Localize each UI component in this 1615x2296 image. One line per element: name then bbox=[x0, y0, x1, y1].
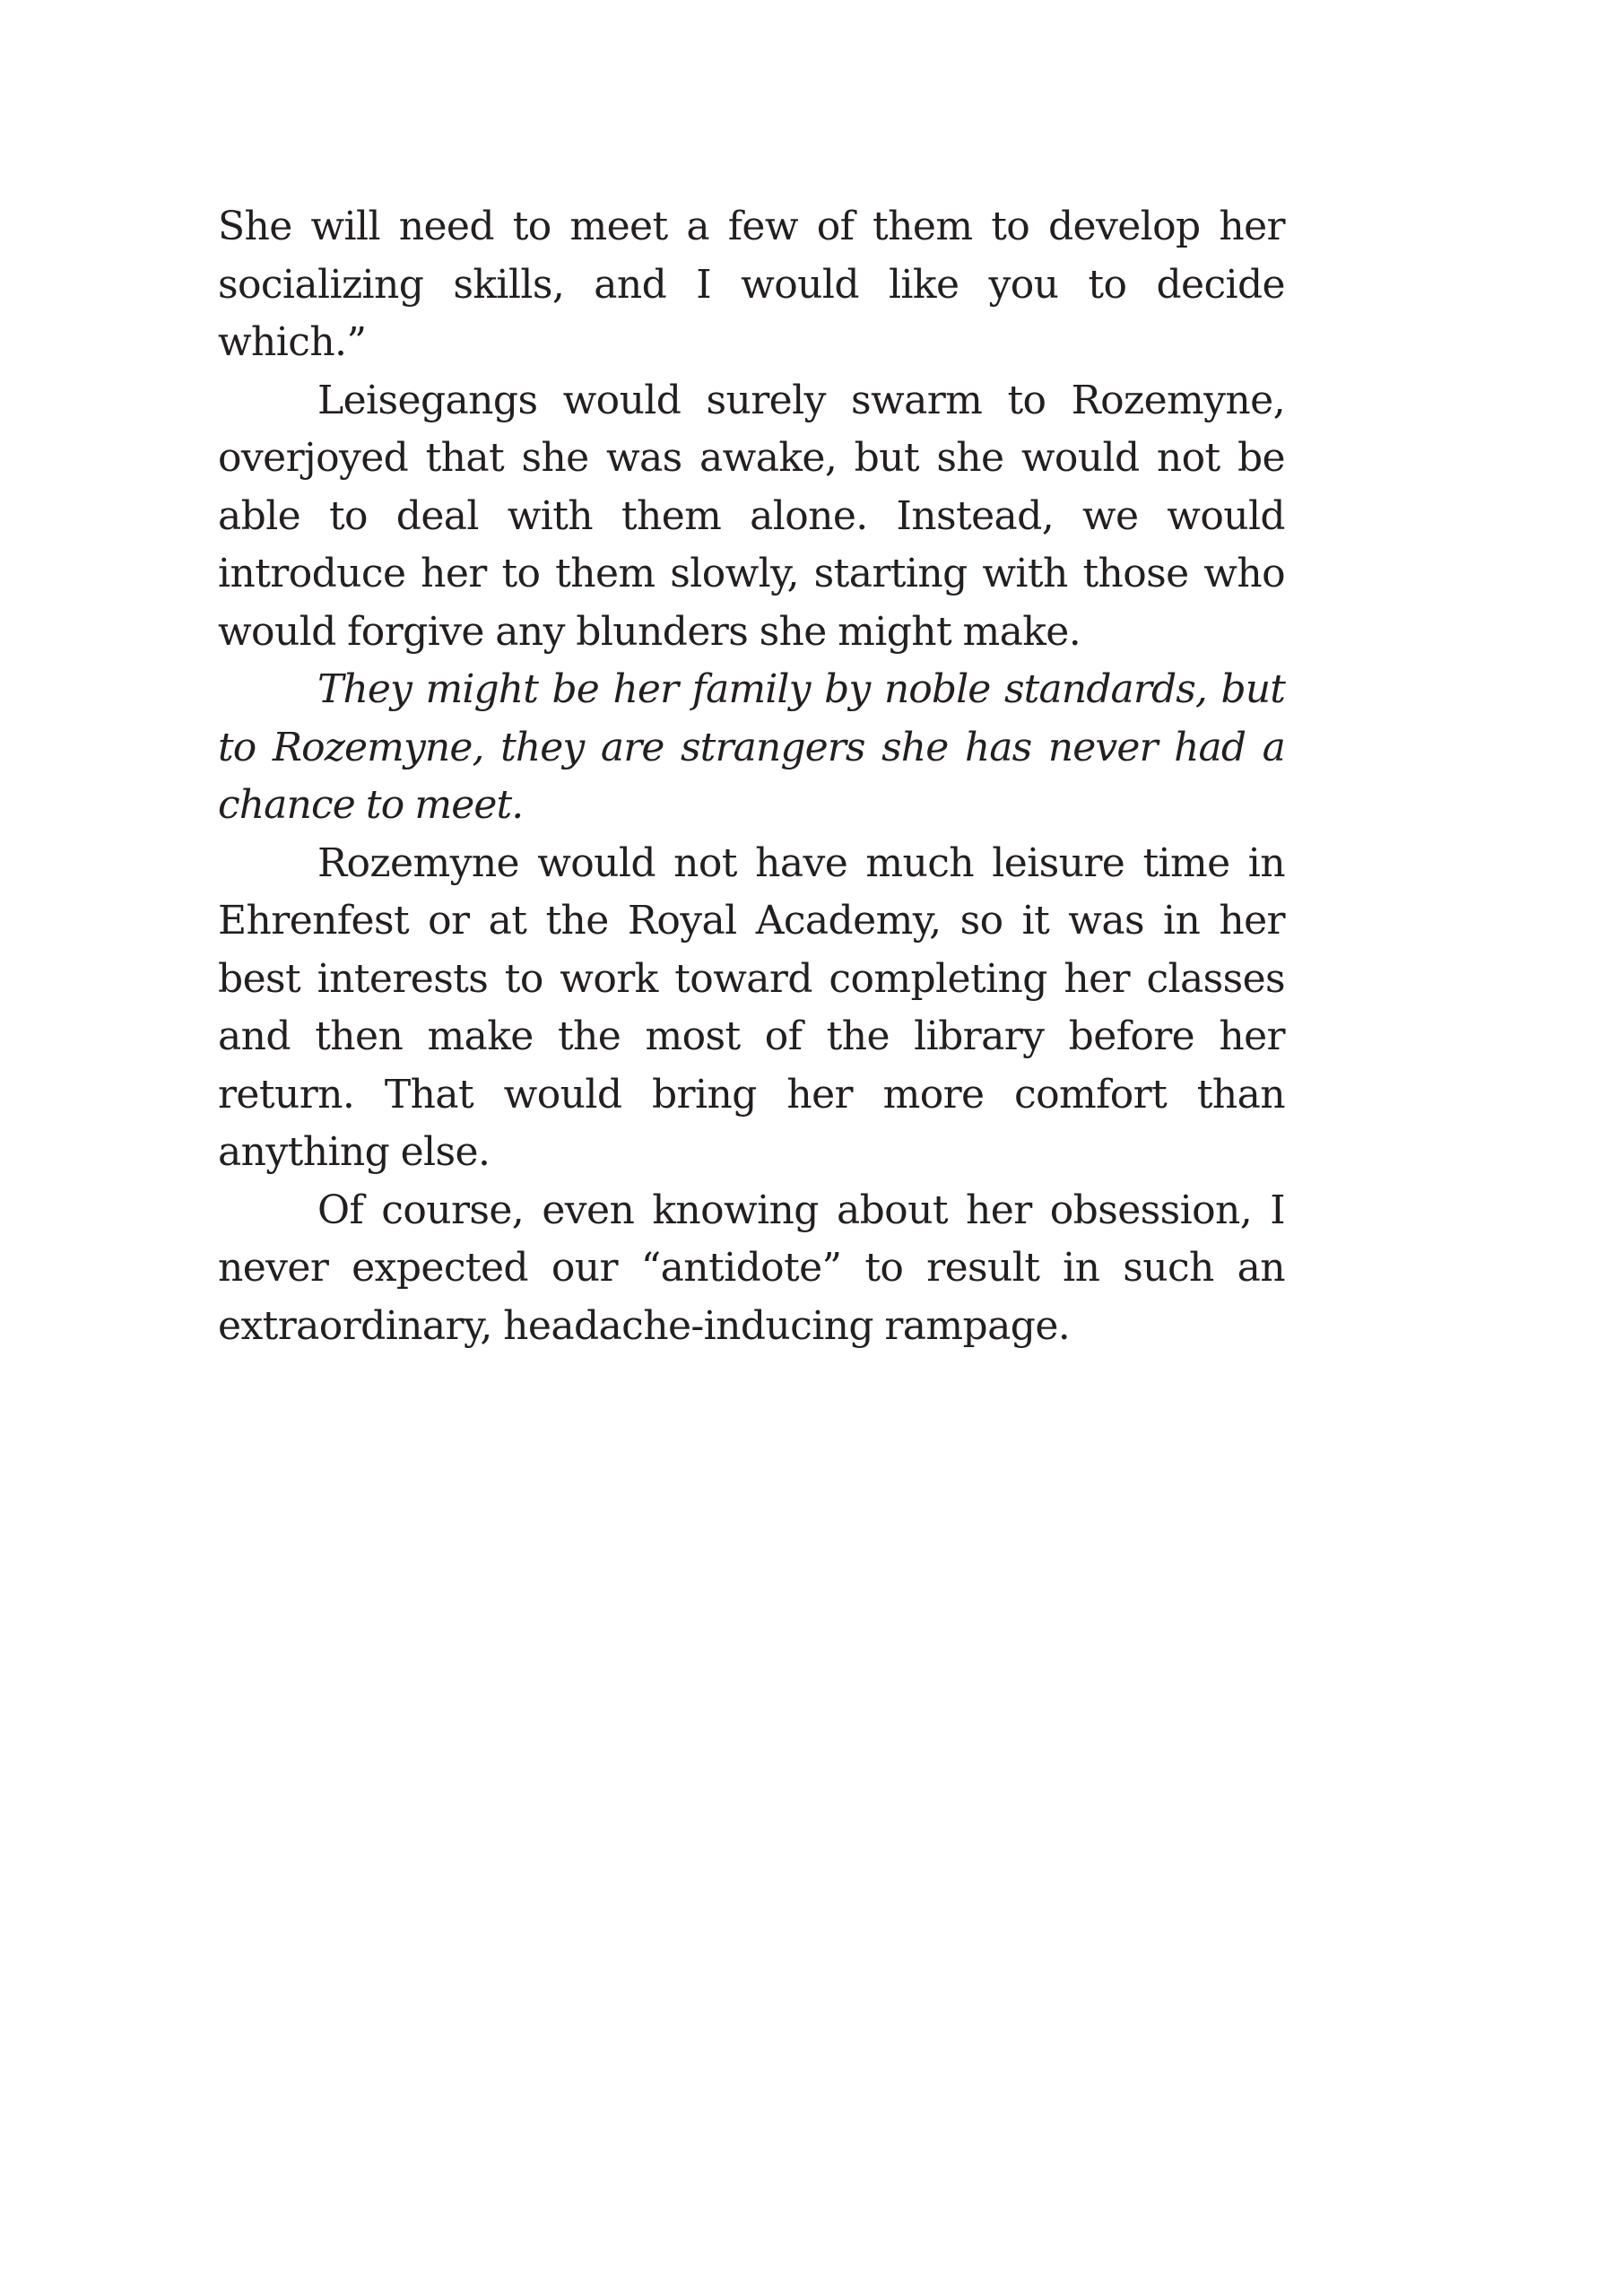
paragraph-leisure-time: Rozemyne would not have much leisure time in Ehrenfest or at the Royal Academy, so it was in her best interests to work toward completing her classes and then make the most of the library before her return. That would bring her more comfort than anything else. bbox=[218, 839, 1285, 1175]
paragraph-continued-dialogue: She will need to meet a few of them to develop her socializing skills, and I would like you to decide which.” bbox=[218, 204, 1285, 365]
paragraph-leisegangs: Leisegangs would surely swarm to Rozemyne, overjoyed that she was awake, but she would not be able to deal with them alone. Instead, we would introduce her to them slowly, starting with those who would forgive any blunders she might make. bbox=[218, 377, 1285, 655]
body-text bbox=[218, 198, 1285, 1355]
paragraph-inner-thought: They might be her family by noble standards, but to Rozemyne, they are strangers she has never had a chance to meet. bbox=[218, 666, 1285, 828]
paragraph-antidote: Of course, even knowing about her obsession, I never expected our “antidote” to result in such an extraordinary, headache-inducing rampage. bbox=[218, 1187, 1285, 1349]
